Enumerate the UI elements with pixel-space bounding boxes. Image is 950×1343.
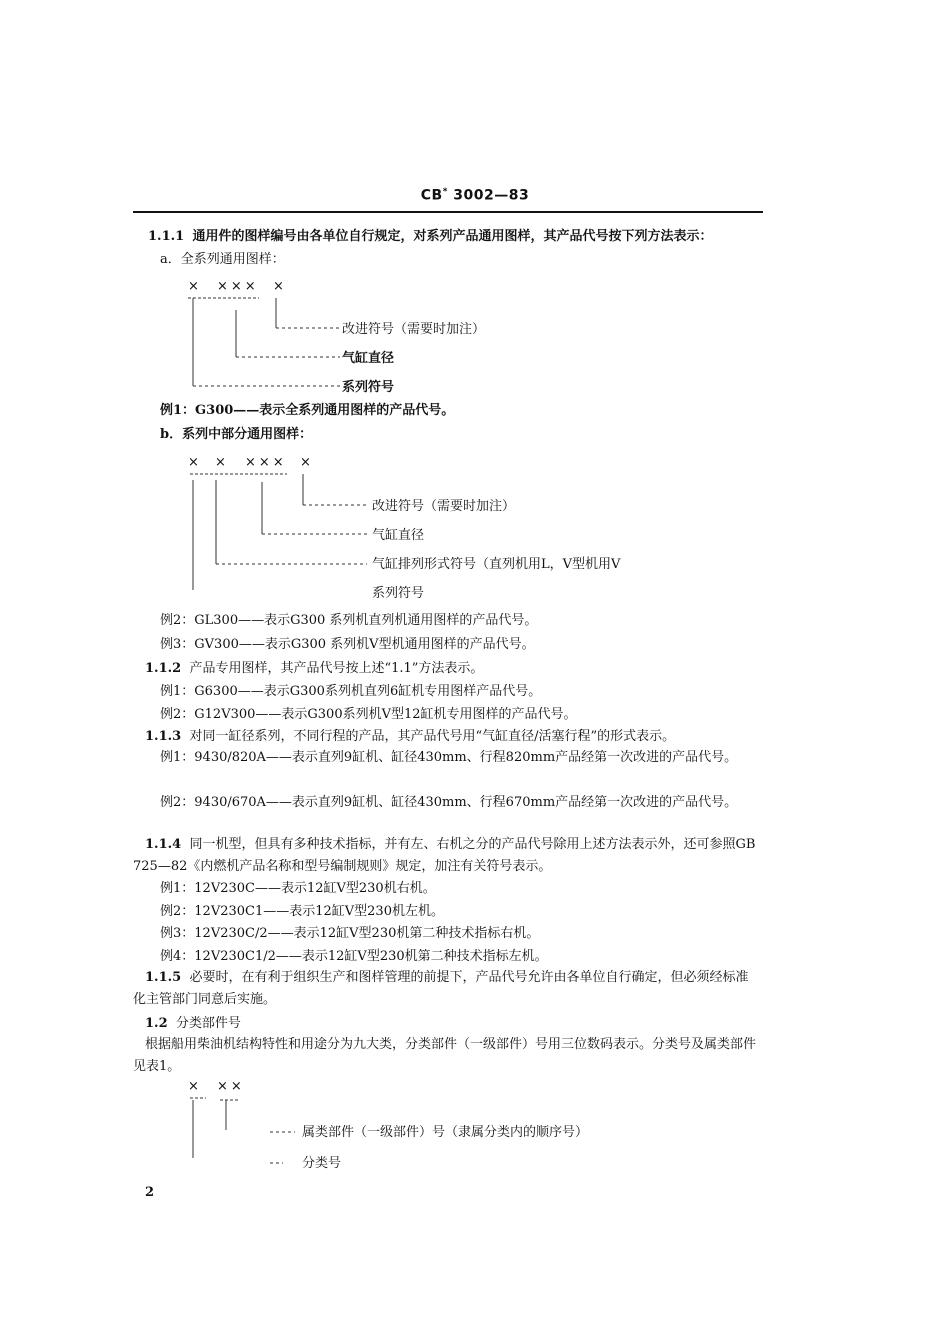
example-text: 例1：12V230C——表示12缸V型230机右机。 bbox=[160, 881, 436, 896]
diagram-b-symbol: × bbox=[188, 455, 202, 470]
example-text: 例4：12V230C1/2——表示12缸V型230机第二种技术指标左机。 bbox=[160, 949, 548, 964]
diagram-b-label: 气缸直径 bbox=[372, 528, 425, 543]
example-text: 例1：G6300——表示G300系列机直列6缸机专用图样产品代号。 bbox=[160, 684, 542, 699]
section-number: 1.1.2 bbox=[145, 661, 182, 676]
diagram-a-symbol: ××× bbox=[217, 279, 259, 294]
diagram-b-label: 气缸排列形式符号（直列机用L，V型机用V bbox=[372, 557, 621, 572]
diagram-b-label: 系列符号 bbox=[372, 586, 425, 601]
section-text: 对同一缸径系列，不同行程的产品，其产品代号用“气缸直径/活塞行程”的形式表示。 bbox=[189, 729, 676, 744]
section-number: 1.1.4 bbox=[145, 837, 182, 852]
diagram-b-symbol: × bbox=[300, 455, 314, 470]
diagram-b-label: 改进符号（需要时加注） bbox=[372, 499, 516, 514]
diagram-a-symbol: × bbox=[188, 279, 202, 294]
diagram-c-label: 属类部件（一级部件）号（隶属分类内的顺序号） bbox=[302, 1125, 589, 1140]
diagram-b-symbol: ××× bbox=[245, 455, 287, 470]
section-text: 通用件的图样编号由各单位自行规定，对系列产品通用图样，其产品代号按下列方法表示： bbox=[192, 229, 713, 244]
section-text: 必要时，在有利于组织生产和图样管理的前提下，产品代号允许由各单位自行确定，但必须经标准化主管部门同意后实施。 bbox=[133, 970, 749, 1007]
section-number: 1.1.5 bbox=[145, 970, 182, 985]
header-code-prefix: CB bbox=[420, 187, 443, 204]
example-text: 例1：9430/820A——表示直列9缸机、缸径430mm、行程820mm产品经第一次改进的产品代号。 bbox=[160, 750, 738, 765]
section-text: 产品专用图样，其产品代号按上述“1.1”方法表示。 bbox=[189, 661, 484, 676]
example-text: 例2：12V230C1——表示12缸V型230机左机。 bbox=[160, 904, 444, 919]
example-text: 例1：G300——表示全系列通用图样的产品代号。 bbox=[160, 403, 455, 418]
section-1-2-paragraph: 根据船用柴油机结构特性和用途分为九大类，分类部件（一级部件）号用三位数码表示。分类号及属类部件见表1。 bbox=[133, 1037, 757, 1074]
diagram-a-label: 系列符号 bbox=[342, 380, 395, 395]
example-text: 例3：12V230C/2——表示12缸V型230机第二种技术指标右机。 bbox=[160, 926, 540, 941]
diagram-c-symbol: × bbox=[188, 1079, 202, 1094]
header-code-number: 3002—83 bbox=[453, 187, 530, 204]
subsection-b-title: b．系列中部分通用图样： bbox=[160, 427, 313, 442]
section-number: 1.2 bbox=[145, 1016, 168, 1031]
subsection-a-title: a．全系列通用图样： bbox=[160, 252, 285, 267]
section-number: 1.1.1 bbox=[148, 229, 185, 244]
diagram-c-label: 分类号 bbox=[302, 1156, 342, 1171]
diagram-b-symbol: × bbox=[215, 455, 229, 470]
section-number: 1.1.3 bbox=[145, 729, 182, 744]
example-text: 例2：GL300——表示G300 系列机直列机通用图样的产品代号。 bbox=[160, 613, 538, 628]
example-text: 例2：G12V300——表示G300系列机V型12缸机专用图样的产品代号。 bbox=[160, 707, 577, 722]
diagram-a-symbol: × bbox=[273, 279, 287, 294]
example-text: 例2：9430/670A——表示直列9缸机、缸径430mm、行程670mm产品经第一次改进的产品代号。 bbox=[160, 795, 738, 810]
page-number: 2 bbox=[145, 1185, 155, 1200]
diagram-a-label: 改进符号（需要时加注） bbox=[342, 322, 486, 337]
diagram-a-label: 气缸直径 bbox=[342, 351, 395, 366]
header-code-mark: * bbox=[442, 187, 448, 197]
diagram-c-symbol: ×× bbox=[217, 1079, 245, 1094]
section-title: 分类部件号 bbox=[175, 1016, 241, 1031]
section-text: 同一机型，但具有多种技术指标，并有左、右机之分的产品代号除用上述方法表示外，还可参照GB 725—82《内燃机产品名称和型号编制规则》规定，加注有关符号表示。 bbox=[133, 837, 756, 874]
example-text: 例3：GV300——表示G300 系列机V型机通用图样的产品代号。 bbox=[160, 637, 535, 652]
